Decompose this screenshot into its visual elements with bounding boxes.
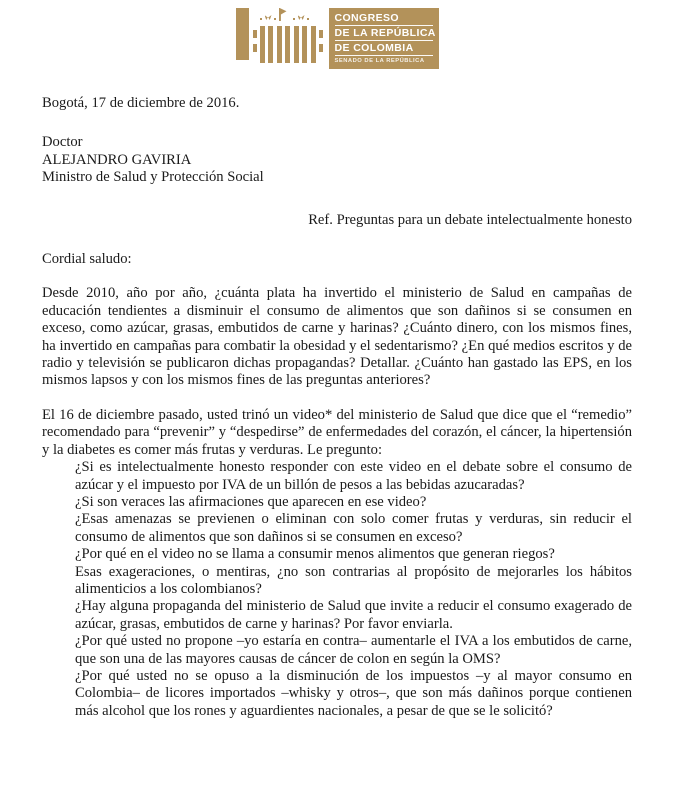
congress-logo bbox=[236, 8, 439, 69]
recipient-name: ALEJANDRO GAVIRIA bbox=[42, 151, 192, 168]
paragraph: El 16 de diciembre pasado, usted trinó un video* del ministerio de Salud que dice que el “remedio” recomendado para “prevenir” y “despedirse” de enfermedades del corazón, el cáncer, la hipertensión y la diabetes es comer más frutas y verduras. Le pregunto: bbox=[42, 406, 632, 458]
letter-body bbox=[42, 95, 632, 720]
question-item: ¿Hay alguna propaganda del ministerio de Salud que invite a reducir el consumo exagerado de azúcar, grasas, embutidos de carne y harinas? Por favor enviarla. bbox=[75, 598, 632, 632]
logo-org-line2: DE LA REPÚBLICA bbox=[334, 27, 436, 39]
questions-list bbox=[75, 459, 632, 720]
logo-text-box bbox=[329, 8, 439, 69]
greeting: Cordial saludo: bbox=[42, 251, 132, 268]
date-line: Bogotá, 17 de diciembre de 2016. bbox=[42, 95, 240, 111]
question-item: ¿Si son veraces las afirmaciones que aparecen en ese video? bbox=[75, 493, 427, 510]
paragraph: Desde 2010, año por año, ¿cuánta plata ha invertido el ministerio de Salud en campañas de educación tendientes a disminuir el consumo de alimentos que son dañinos si se consumen en exceso, como azúcar, grasas, embutidos de carne y harinas? ¿Cuánto dinero, con los mismos fines, ha invertido en campañas para combatir la obesidad y el sedentarismo? ¿En qué medios escritos y de radio y televisión se publicaron dichas propagandas? Detallar. ¿Cuánto han gastado las EPS, en los mismos lapsos y con los mismos fines de las preguntas anteriores? bbox=[42, 285, 632, 389]
question-item: ¿Esas amenazas se previenen o eliminan con solo comer frutas y verduras, sin reducir el consumo de alimentos que son dañinos si se consumen en exceso? bbox=[75, 511, 632, 545]
logo-org-subtitle: SENADO DE LA REPÚBLICA bbox=[334, 58, 425, 64]
question-item: ¿Por qué usted no se opuso a la disminución de los impuestos –y al mayor consumo en Colombia– de licores importados –whisky y otros–, que son más dañinos porque contienen más alcohol que los rones y aguardientes nacionales, a pesar de que se le solicitó? bbox=[75, 667, 632, 719]
logo-org-line3: DE COLOMBIA bbox=[335, 42, 433, 56]
recipient-title: Ministro de Salud y Protección Social bbox=[42, 169, 264, 186]
logo-org-line1: CONGRESO bbox=[335, 12, 433, 26]
reference-line: Ref. Preguntas para un debate intelectualmente honesto bbox=[308, 211, 632, 228]
question-item: ¿Si es intelectualmente honesto responder con este video en el debate sobre el consumo de azúcar y el impuesto por IVA de un billón de pesos a las bebidas azucaradas? bbox=[75, 459, 632, 493]
capitol-columns-icon bbox=[236, 8, 324, 64]
question-item: Esas exageraciones, o mentiras, ¿no son contrarias al propósito de mejorarles los hábitos alimenticios a los colombianos? bbox=[75, 563, 632, 597]
question-item: ¿Por qué en el video no se llama a consumir menos alimentos que generan riegos? bbox=[75, 546, 555, 563]
recipient-salutation: Doctor bbox=[42, 134, 83, 151]
recipient-block bbox=[42, 134, 632, 186]
question-item: ¿Por qué usted no propone –yo estaría en contra– aumentarle el IVA a los embutidos de carne, que son una de las mayores causas de cáncer de colon en según la OMS? bbox=[75, 633, 632, 667]
letterhead bbox=[42, 8, 632, 69]
